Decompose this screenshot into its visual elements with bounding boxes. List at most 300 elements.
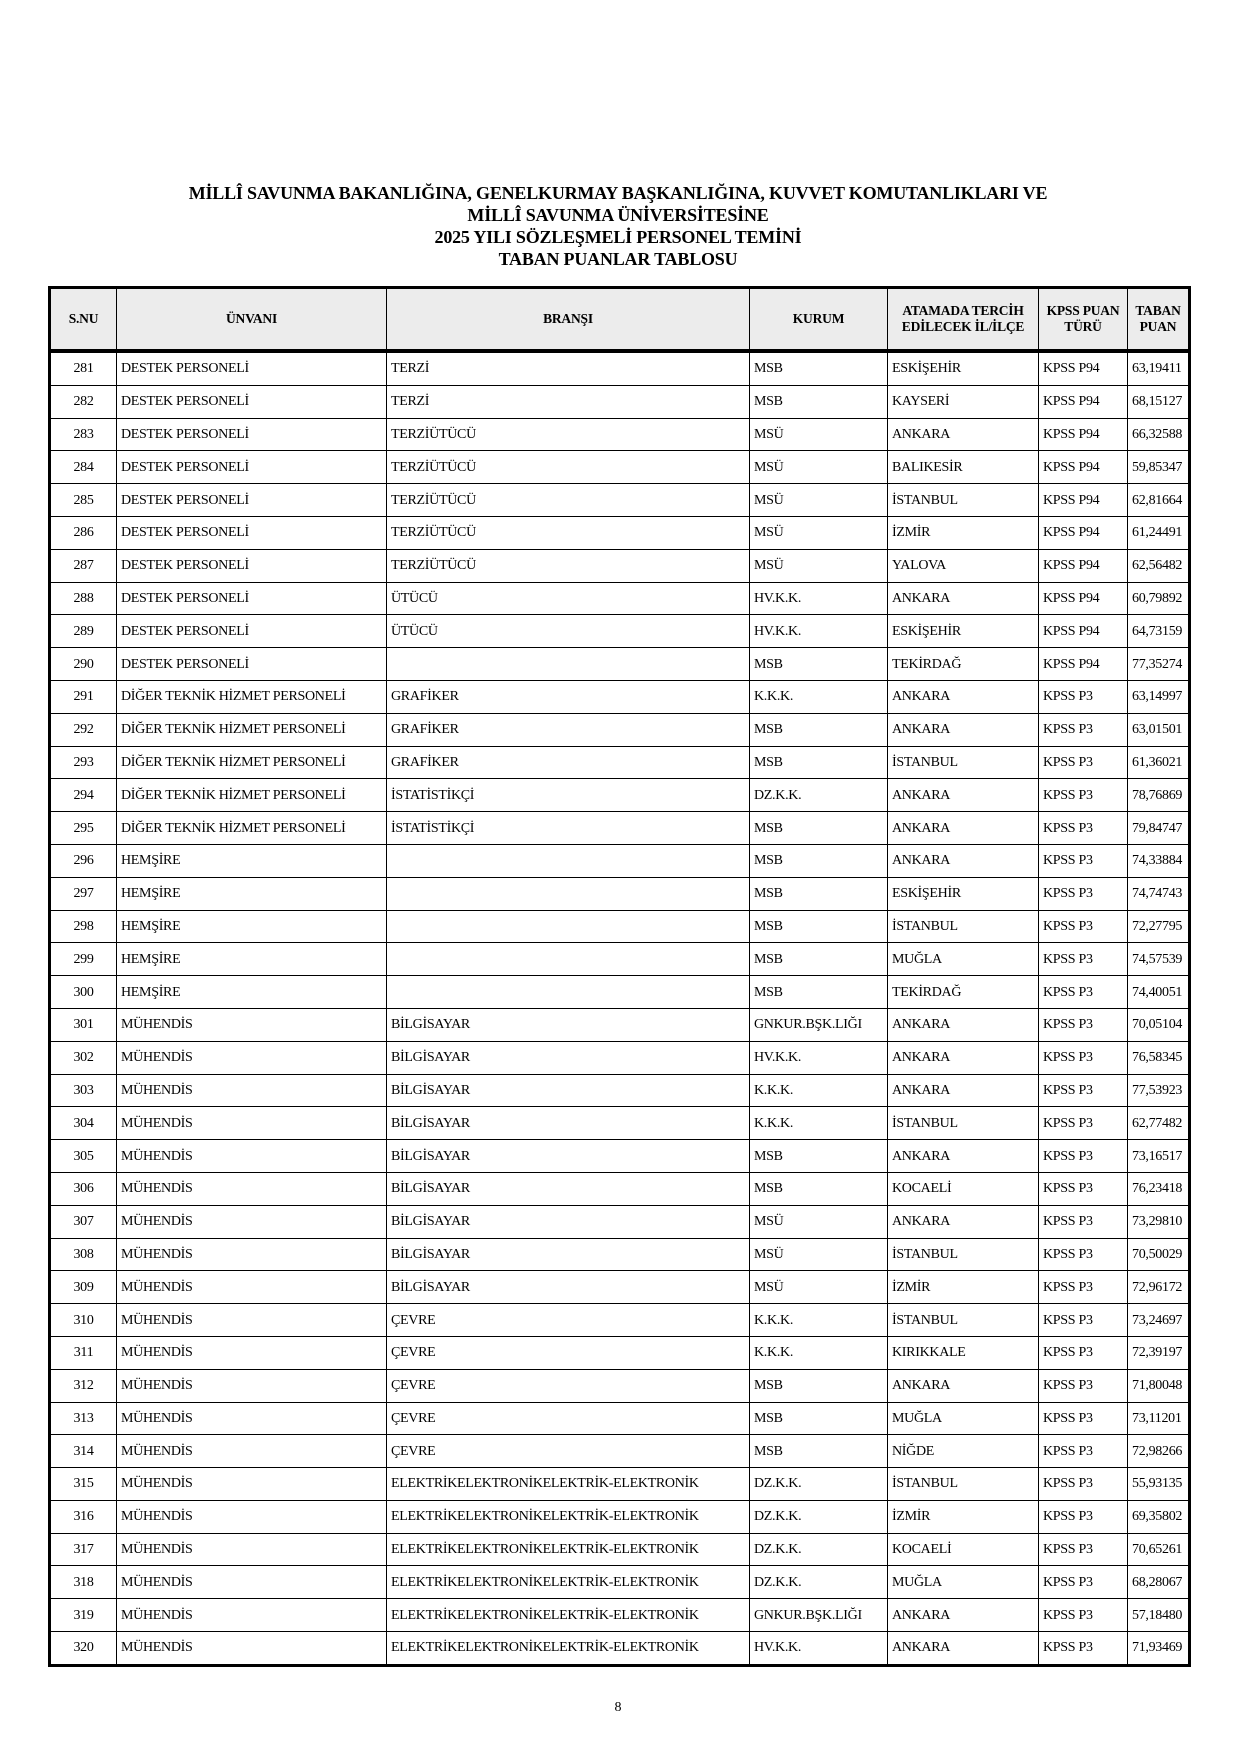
table-row (50, 1172, 1190, 1205)
cell-unvani: HEMŞİRE (117, 910, 387, 943)
cell-bransi (387, 844, 750, 877)
title-line-3: 2025 YILI SÖZLEŞMELİ PERSONEL TEMİNİ (434, 227, 802, 247)
cell-s-nu: 315 (50, 1468, 117, 1501)
cell-kpss-puan-turu: KPSS P94 (1039, 516, 1128, 549)
cell-bransi: ÇEVRE (387, 1304, 750, 1337)
cell-kpss-puan-turu: KPSS P3 (1039, 1599, 1128, 1632)
cell-unvani: MÜHENDİS (117, 1402, 387, 1435)
cell-kpss-puan-turu: KPSS P3 (1039, 910, 1128, 943)
cell-taban-puan: 68,28067 (1128, 1566, 1190, 1599)
cell-il-ilce: ANKARA (888, 779, 1039, 812)
cell-kurum: GNKUR.BŞK.LIĞI (750, 1008, 888, 1041)
cell-kurum: GNKUR.BŞK.LIĞI (750, 1599, 888, 1632)
cell-kpss-puan-turu: KPSS P3 (1039, 1533, 1128, 1566)
cell-bransi (387, 648, 750, 681)
cell-s-nu: 293 (50, 746, 117, 779)
cell-bransi: ELEKTRİKELEKTRONİKELEKTRİK-ELEKTRONİK (387, 1566, 750, 1599)
cell-bransi: BİLGİSAYAR (387, 1008, 750, 1041)
cell-taban-puan: 72,96172 (1128, 1271, 1190, 1304)
table-row (50, 910, 1190, 943)
cell-unvani: MÜHENDİS (117, 1632, 387, 1666)
table-row (50, 746, 1190, 779)
cell-unvani: MÜHENDİS (117, 1074, 387, 1107)
cell-s-nu: 304 (50, 1107, 117, 1140)
cell-kurum: MSB (750, 1435, 888, 1468)
cell-kurum: DZ.K.K. (750, 779, 888, 812)
table-row (50, 418, 1190, 451)
taban-puanlar-table (48, 286, 1191, 1667)
cell-kurum: MSÜ (750, 516, 888, 549)
cell-taban-puan: 77,35274 (1128, 648, 1190, 681)
cell-kurum: MSÜ (750, 484, 888, 517)
cell-kpss-puan-turu: KPSS P94 (1039, 418, 1128, 451)
cell-taban-puan: 72,39197 (1128, 1336, 1190, 1369)
column-header-taban-puan: TABAN PUAN (1128, 288, 1190, 352)
cell-il-ilce: ESKİŞEHİR (888, 351, 1039, 385)
cell-kpss-puan-turu: KPSS P3 (1039, 1435, 1128, 1468)
table-row (50, 615, 1190, 648)
cell-kurum: MSB (750, 385, 888, 418)
cell-kpss-puan-turu: KPSS P3 (1039, 1074, 1128, 1107)
table-row (50, 1402, 1190, 1435)
cell-il-ilce: ANKARA (888, 1599, 1039, 1632)
cell-il-ilce: KOCAELİ (888, 1533, 1039, 1566)
cell-il-ilce: ANKARA (888, 1008, 1039, 1041)
cell-il-ilce: MUĞLA (888, 1566, 1039, 1599)
title-line-4: TABAN PUANLAR TABLOSU (498, 249, 738, 269)
cell-kpss-puan-turu: KPSS P3 (1039, 1172, 1128, 1205)
column-header-unvani: ÜNVANI (117, 288, 387, 352)
table-row (50, 1074, 1190, 1107)
cell-taban-puan: 62,81664 (1128, 484, 1190, 517)
cell-taban-puan: 63,14997 (1128, 680, 1190, 713)
table-row (50, 976, 1190, 1009)
cell-kpss-puan-turu: KPSS P3 (1039, 1632, 1128, 1666)
column-header-s-nu: S.NU (50, 288, 117, 352)
cell-unvani: MÜHENDİS (117, 1599, 387, 1632)
cell-kpss-puan-turu: KPSS P3 (1039, 1566, 1128, 1599)
cell-s-nu: 285 (50, 484, 117, 517)
cell-s-nu: 288 (50, 582, 117, 615)
table-row (50, 484, 1190, 517)
cell-s-nu: 317 (50, 1533, 117, 1566)
cell-s-nu: 290 (50, 648, 117, 681)
cell-taban-puan: 66,32588 (1128, 418, 1190, 451)
cell-unvani: MÜHENDİS (117, 1140, 387, 1173)
cell-bransi: ELEKTRİKELEKTRONİKELEKTRİK-ELEKTRONİK (387, 1632, 750, 1666)
cell-taban-puan: 72,98266 (1128, 1435, 1190, 1468)
cell-il-ilce: KAYSERİ (888, 385, 1039, 418)
cell-unvani: HEMŞİRE (117, 976, 387, 1009)
cell-kurum: MSB (750, 1140, 888, 1173)
cell-taban-puan: 74,57539 (1128, 943, 1190, 976)
table-row (50, 779, 1190, 812)
table-row (50, 648, 1190, 681)
page-number: 8 (614, 1700, 622, 1715)
cell-kpss-puan-turu: KPSS P94 (1039, 615, 1128, 648)
cell-kurum: MSB (750, 1402, 888, 1435)
cell-bransi: BİLGİSAYAR (387, 1140, 750, 1173)
table-row (50, 385, 1190, 418)
cell-unvani: DESTEK PERSONELİ (117, 648, 387, 681)
cell-kpss-puan-turu: KPSS P3 (1039, 1468, 1128, 1501)
table-row (50, 1533, 1190, 1566)
cell-taban-puan: 76,58345 (1128, 1041, 1190, 1074)
cell-bransi: BİLGİSAYAR (387, 1172, 750, 1205)
table-body (50, 351, 1190, 1665)
cell-s-nu: 307 (50, 1205, 117, 1238)
cell-kpss-puan-turu: KPSS P3 (1039, 1008, 1128, 1041)
cell-kurum: HV.K.K. (750, 1632, 888, 1666)
cell-kpss-puan-turu: KPSS P3 (1039, 713, 1128, 746)
title-line-2: MİLLÎ SAVUNMA ÜNİVERSİTESİNE (467, 205, 769, 225)
cell-kurum: MSB (750, 910, 888, 943)
cell-kurum: HV.K.K. (750, 582, 888, 615)
cell-unvani: MÜHENDİS (117, 1107, 387, 1140)
cell-il-ilce: İSTANBUL (888, 484, 1039, 517)
cell-il-ilce: BALIKESİR (888, 451, 1039, 484)
cell-kpss-puan-turu: KPSS P3 (1039, 1107, 1128, 1140)
table-row (50, 351, 1190, 385)
table-row (50, 1435, 1190, 1468)
table-row (50, 1304, 1190, 1337)
table-row (50, 877, 1190, 910)
cell-kurum: DZ.K.K. (750, 1468, 888, 1501)
cell-taban-puan: 76,23418 (1128, 1172, 1190, 1205)
cell-bransi: ÇEVRE (387, 1336, 750, 1369)
cell-s-nu: 282 (50, 385, 117, 418)
cell-unvani: DESTEK PERSONELİ (117, 484, 387, 517)
cell-kpss-puan-turu: KPSS P94 (1039, 484, 1128, 517)
cell-kurum: K.K.K. (750, 1304, 888, 1337)
cell-taban-puan: 59,85347 (1128, 451, 1190, 484)
cell-unvani: MÜHENDİS (117, 1435, 387, 1468)
cell-unvani: DESTEK PERSONELİ (117, 418, 387, 451)
cell-s-nu: 281 (50, 351, 117, 385)
cell-s-nu: 305 (50, 1140, 117, 1173)
cell-kpss-puan-turu: KPSS P3 (1039, 1336, 1128, 1369)
cell-kurum: DZ.K.K. (750, 1566, 888, 1599)
cell-il-ilce: ANKARA (888, 680, 1039, 713)
cell-il-ilce: TEKİRDAĞ (888, 976, 1039, 1009)
column-header-kurum: KURUM (750, 288, 888, 352)
cell-s-nu: 297 (50, 877, 117, 910)
cell-unvani: DESTEK PERSONELİ (117, 549, 387, 582)
table-row (50, 680, 1190, 713)
cell-il-ilce: KOCAELİ (888, 1172, 1039, 1205)
cell-unvani: MÜHENDİS (117, 1304, 387, 1337)
cell-taban-puan: 79,84747 (1128, 812, 1190, 845)
cell-il-ilce: İSTANBUL (888, 1468, 1039, 1501)
table-row (50, 943, 1190, 976)
cell-kurum: MSÜ (750, 1238, 888, 1271)
cell-bransi: ELEKTRİKELEKTRONİKELEKTRİK-ELEKTRONİK (387, 1599, 750, 1632)
table-header-row (50, 288, 1190, 352)
cell-unvani: DESTEK PERSONELİ (117, 516, 387, 549)
cell-unvani: DESTEK PERSONELİ (117, 451, 387, 484)
cell-il-ilce: İSTANBUL (888, 910, 1039, 943)
cell-taban-puan: 74,74743 (1128, 877, 1190, 910)
cell-taban-puan: 68,15127 (1128, 385, 1190, 418)
table-row (50, 1238, 1190, 1271)
cell-taban-puan: 73,29810 (1128, 1205, 1190, 1238)
cell-taban-puan: 57,18480 (1128, 1599, 1190, 1632)
cell-bransi: ELEKTRİKELEKTRONİKELEKTRİK-ELEKTRONİK (387, 1468, 750, 1501)
cell-s-nu: 310 (50, 1304, 117, 1337)
cell-bransi: ÇEVRE (387, 1369, 750, 1402)
cell-kurum: MSÜ (750, 1205, 888, 1238)
cell-kpss-puan-turu: KPSS P3 (1039, 943, 1128, 976)
cell-kpss-puan-turu: KPSS P3 (1039, 812, 1128, 845)
cell-kurum: K.K.K. (750, 1336, 888, 1369)
document-title (48, 182, 1188, 270)
table-row (50, 844, 1190, 877)
cell-taban-puan: 70,50029 (1128, 1238, 1190, 1271)
cell-bransi: BİLGİSAYAR (387, 1107, 750, 1140)
cell-kurum: MSB (750, 1369, 888, 1402)
cell-il-ilce: İSTANBUL (888, 746, 1039, 779)
cell-unvani: DİĞER TEKNİK HİZMET PERSONELİ (117, 746, 387, 779)
cell-bransi: BİLGİSAYAR (387, 1238, 750, 1271)
cell-bransi: BİLGİSAYAR (387, 1041, 750, 1074)
cell-il-ilce: ANKARA (888, 1041, 1039, 1074)
cell-unvani: MÜHENDİS (117, 1008, 387, 1041)
cell-il-ilce: İZMİR (888, 1500, 1039, 1533)
table-row (50, 713, 1190, 746)
table-row (50, 1205, 1190, 1238)
cell-s-nu: 309 (50, 1271, 117, 1304)
cell-taban-puan: 78,76869 (1128, 779, 1190, 812)
cell-bransi: İSTATİSTİKÇİ (387, 779, 750, 812)
cell-s-nu: 287 (50, 549, 117, 582)
cell-kpss-puan-turu: KPSS P3 (1039, 877, 1128, 910)
cell-il-ilce: ANKARA (888, 844, 1039, 877)
cell-taban-puan: 62,77482 (1128, 1107, 1190, 1140)
table-row (50, 1566, 1190, 1599)
table-row (50, 812, 1190, 845)
cell-taban-puan: 63,19411 (1128, 351, 1190, 385)
cell-s-nu: 314 (50, 1435, 117, 1468)
cell-kurum: MSÜ (750, 418, 888, 451)
cell-kurum: MSB (750, 713, 888, 746)
cell-s-nu: 295 (50, 812, 117, 845)
table-row (50, 451, 1190, 484)
cell-il-ilce: ANKARA (888, 1205, 1039, 1238)
cell-kurum: HV.K.K. (750, 615, 888, 648)
cell-unvani: DESTEK PERSONELİ (117, 615, 387, 648)
cell-il-ilce: ANKARA (888, 1369, 1039, 1402)
cell-kurum: MSB (750, 844, 888, 877)
cell-il-ilce: ESKİŞEHİR (888, 615, 1039, 648)
cell-bransi: TERZİÜTÜCÜ (387, 549, 750, 582)
cell-kpss-puan-turu: KPSS P3 (1039, 1304, 1128, 1337)
cell-il-ilce: YALOVA (888, 549, 1039, 582)
cell-bransi: ÇEVRE (387, 1402, 750, 1435)
cell-kpss-puan-turu: KPSS P94 (1039, 582, 1128, 615)
cell-s-nu: 306 (50, 1172, 117, 1205)
cell-kurum: MSB (750, 1172, 888, 1205)
cell-kurum: MSB (750, 812, 888, 845)
cell-unvani: DİĞER TEKNİK HİZMET PERSONELİ (117, 779, 387, 812)
cell-bransi: TERZİÜTÜCÜ (387, 451, 750, 484)
cell-unvani: HEMŞİRE (117, 844, 387, 877)
column-header-bransi: BRANŞI (387, 288, 750, 352)
cell-bransi (387, 976, 750, 1009)
cell-bransi: TERZİÜTÜCÜ (387, 516, 750, 549)
cell-kpss-puan-turu: KPSS P3 (1039, 1271, 1128, 1304)
cell-il-ilce: MUĞLA (888, 1402, 1039, 1435)
cell-il-ilce: ESKİŞEHİR (888, 877, 1039, 910)
table-row (50, 1468, 1190, 1501)
cell-taban-puan: 74,40051 (1128, 976, 1190, 1009)
cell-kurum: MSÜ (750, 1271, 888, 1304)
cell-taban-puan: 63,01501 (1128, 713, 1190, 746)
cell-taban-puan: 64,73159 (1128, 615, 1190, 648)
cell-s-nu: 308 (50, 1238, 117, 1271)
cell-kurum: MSB (750, 648, 888, 681)
cell-bransi: ÜTÜCÜ (387, 615, 750, 648)
cell-kpss-puan-turu: KPSS P3 (1039, 779, 1128, 812)
cell-unvani: MÜHENDİS (117, 1336, 387, 1369)
table-row (50, 1599, 1190, 1632)
cell-kpss-puan-turu: KPSS P3 (1039, 1238, 1128, 1271)
cell-il-ilce: NİĞDE (888, 1435, 1039, 1468)
table-row (50, 1632, 1190, 1666)
cell-s-nu: 312 (50, 1369, 117, 1402)
cell-bransi: TERZİÜTÜCÜ (387, 484, 750, 517)
cell-kurum: HV.K.K. (750, 1041, 888, 1074)
cell-bransi (387, 910, 750, 943)
cell-bransi: TERZİ (387, 385, 750, 418)
cell-s-nu: 311 (50, 1336, 117, 1369)
cell-taban-puan: 73,11201 (1128, 1402, 1190, 1435)
cell-unvani: MÜHENDİS (117, 1566, 387, 1599)
cell-s-nu: 284 (50, 451, 117, 484)
cell-kpss-puan-turu: KPSS P3 (1039, 1369, 1128, 1402)
table-row (50, 1500, 1190, 1533)
cell-kpss-puan-turu: KPSS P3 (1039, 1140, 1128, 1173)
cell-s-nu: 294 (50, 779, 117, 812)
cell-unvani: MÜHENDİS (117, 1533, 387, 1566)
cell-taban-puan: 73,16517 (1128, 1140, 1190, 1173)
cell-bransi: TERZİÜTÜCÜ (387, 418, 750, 451)
table-row (50, 1041, 1190, 1074)
table-row (50, 1008, 1190, 1041)
table-row (50, 1271, 1190, 1304)
cell-kurum: MSB (750, 351, 888, 385)
cell-unvani: DESTEK PERSONELİ (117, 351, 387, 385)
cell-taban-puan: 61,36021 (1128, 746, 1190, 779)
cell-il-ilce: KIRIKKALE (888, 1336, 1039, 1369)
cell-taban-puan: 71,93469 (1128, 1632, 1190, 1666)
cell-il-ilce: ANKARA (888, 812, 1039, 845)
cell-bransi: ÜTÜCÜ (387, 582, 750, 615)
cell-kpss-puan-turu: KPSS P3 (1039, 1500, 1128, 1533)
cell-taban-puan: 61,24491 (1128, 516, 1190, 549)
cell-taban-puan: 74,33884 (1128, 844, 1190, 877)
cell-s-nu: 289 (50, 615, 117, 648)
cell-kurum: MSB (750, 943, 888, 976)
cell-kurum: MSÜ (750, 549, 888, 582)
cell-il-ilce: İZMİR (888, 1271, 1039, 1304)
cell-unvani: DİĞER TEKNİK HİZMET PERSONELİ (117, 812, 387, 845)
cell-taban-puan: 70,05104 (1128, 1008, 1190, 1041)
cell-taban-puan: 73,24697 (1128, 1304, 1190, 1337)
title-line-1: MİLLÎ SAVUNMA BAKANLIĞINA, GENELKURMAY BAŞKANLIĞINA, KUVVET KOMUTANLIKLARI VE (188, 183, 1048, 203)
cell-kpss-puan-turu: KPSS P3 (1039, 1205, 1128, 1238)
cell-il-ilce: ANKARA (888, 1140, 1039, 1173)
cell-unvani: DİĞER TEKNİK HİZMET PERSONELİ (117, 713, 387, 746)
cell-s-nu: 283 (50, 418, 117, 451)
cell-kurum: DZ.K.K. (750, 1500, 888, 1533)
cell-taban-puan: 62,56482 (1128, 549, 1190, 582)
cell-taban-puan: 71,80048 (1128, 1369, 1190, 1402)
table-row (50, 1369, 1190, 1402)
cell-unvani: MÜHENDİS (117, 1500, 387, 1533)
cell-s-nu: 298 (50, 910, 117, 943)
cell-s-nu: 318 (50, 1566, 117, 1599)
cell-unvani: DESTEK PERSONELİ (117, 385, 387, 418)
cell-kpss-puan-turu: KPSS P94 (1039, 549, 1128, 582)
cell-s-nu: 313 (50, 1402, 117, 1435)
cell-kpss-puan-turu: KPSS P3 (1039, 844, 1128, 877)
cell-bransi: BİLGİSAYAR (387, 1271, 750, 1304)
column-header-il-ilce: ATAMADA TERCİH EDİLECEK İL/İLÇE (888, 288, 1039, 352)
cell-kurum: MSB (750, 976, 888, 1009)
cell-kpss-puan-turu: KPSS P3 (1039, 746, 1128, 779)
cell-kurum: DZ.K.K. (750, 1533, 888, 1566)
cell-kpss-puan-turu: KPSS P94 (1039, 451, 1128, 484)
cell-bransi: GRAFİKER (387, 713, 750, 746)
cell-kurum: K.K.K. (750, 680, 888, 713)
cell-il-ilce: MUĞLA (888, 943, 1039, 976)
cell-kurum: K.K.K. (750, 1107, 888, 1140)
cell-il-ilce: TEKİRDAĞ (888, 648, 1039, 681)
cell-kurum: MSB (750, 877, 888, 910)
cell-il-ilce: ANKARA (888, 713, 1039, 746)
cell-il-ilce: İSTANBUL (888, 1107, 1039, 1140)
cell-kpss-puan-turu: KPSS P3 (1039, 1041, 1128, 1074)
cell-kpss-puan-turu: KPSS P3 (1039, 1402, 1128, 1435)
cell-kurum: MSÜ (750, 451, 888, 484)
cell-s-nu: 296 (50, 844, 117, 877)
cell-unvani: HEMŞİRE (117, 877, 387, 910)
cell-il-ilce: ANKARA (888, 1632, 1039, 1666)
column-header-kpss-puan-turu: KPSS PUAN TÜRÜ (1039, 288, 1128, 352)
cell-unvani: MÜHENDİS (117, 1369, 387, 1402)
cell-unvani: MÜHENDİS (117, 1172, 387, 1205)
cell-s-nu: 320 (50, 1632, 117, 1666)
cell-taban-puan: 55,93135 (1128, 1468, 1190, 1501)
cell-unvani: MÜHENDİS (117, 1468, 387, 1501)
cell-s-nu: 302 (50, 1041, 117, 1074)
cell-il-ilce: İZMİR (888, 516, 1039, 549)
table-row (50, 549, 1190, 582)
cell-kurum: MSB (750, 746, 888, 779)
cell-taban-puan: 72,27795 (1128, 910, 1190, 943)
cell-s-nu: 286 (50, 516, 117, 549)
cell-bransi: BİLGİSAYAR (387, 1205, 750, 1238)
cell-bransi: ÇEVRE (387, 1435, 750, 1468)
cell-il-ilce: İSTANBUL (888, 1238, 1039, 1271)
cell-il-ilce: İSTANBUL (888, 1304, 1039, 1337)
cell-bransi: TERZİ (387, 351, 750, 385)
cell-il-ilce: ANKARA (888, 1074, 1039, 1107)
cell-s-nu: 300 (50, 976, 117, 1009)
cell-kpss-puan-turu: KPSS P94 (1039, 385, 1128, 418)
cell-bransi: ELEKTRİKELEKTRONİKELEKTRİK-ELEKTRONİK (387, 1500, 750, 1533)
table-row (50, 1107, 1190, 1140)
